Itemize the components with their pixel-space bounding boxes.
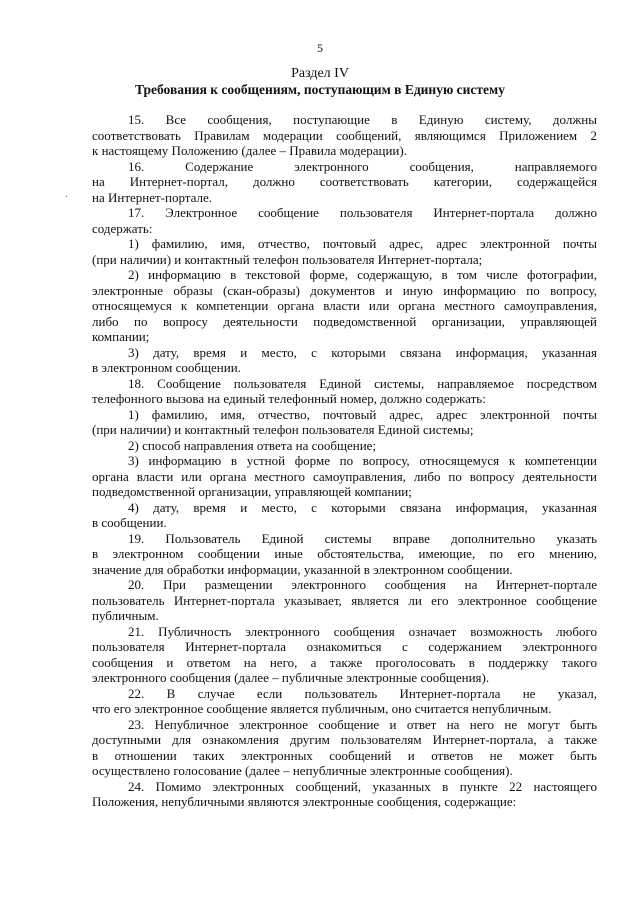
paragraph: [92, 438, 597, 454]
paragraph-line: сообщения и ответом на него, а также проголосовать в поддержку такого: [92, 654, 597, 670]
paragraph: [92, 112, 597, 159]
paragraph: [92, 624, 597, 686]
paragraph-line: в электронном сообщении иные обстоятельства, имеющие, по его мнению,: [92, 546, 597, 561]
paragraph-line: на Интернет-портале.: [92, 189, 213, 205]
paragraph-line: относящемуся к компетенции органа власти или органа местного самоуправления,: [92, 298, 597, 313]
paragraph-line: (при наличии) и контактный телефон пользователя Единой системы;: [92, 422, 474, 437]
paragraph-line: компании;: [92, 329, 150, 344]
paragraph-line: на Интернет-портал, должно соответствовать категории, содержащейся: [92, 174, 597, 189]
paragraph: [92, 376, 597, 407]
paragraph-line: 20. При размещении электронного сообщения на Интернет-портале: [128, 577, 597, 592]
paragraph-line: 17. Электронное сообщение пользователя Интернет-портала должно: [128, 205, 597, 220]
paragraph-line: доступными для ознакомления другим пользователям Интернет-портала, а также: [92, 732, 597, 747]
paragraph-line: (при наличии) и контактный телефон пользователя Интернет-портала;: [92, 251, 483, 267]
paragraph-line: осуществлено голосование (далее – непубличные электронные сообщения).: [92, 763, 513, 778]
paragraph-line: органа власти или органа местного самоуправления, либо по вопросу деятельности: [92, 468, 597, 484]
paragraph-line: электронные образы (скан-образы) документов и иную информацию по вопросу,: [92, 282, 597, 298]
paragraph-line: пользователя Интернет-портала ознакомиться с содержанием электронного: [92, 639, 597, 654]
paragraph-line: электронного сообщения (далее – публичные электронные сообщения).: [92, 670, 490, 685]
paragraph-line: в отношении таких электронных сообщений и ответов не может быть: [92, 747, 597, 763]
scan-speck: ·: [65, 192, 69, 203]
paragraph-line: 2) способ направления ответа на сообщение;: [128, 437, 377, 453]
paragraph: [92, 205, 597, 236]
paragraph-line: 18. Сообщение пользователя Единой системы, направляемое посредством: [128, 375, 597, 391]
section-title: Требования к сообщениям, поступающим в Единую систему: [135, 82, 505, 97]
paragraph: [92, 345, 597, 376]
paragraph-line: соответствовать Правилам модерации сообщений, являющимся Приложением 2: [92, 127, 597, 143]
paragraph-line: 1) фамилию, имя, отчество, почтовый адрес, адрес электронной почты: [128, 236, 597, 251]
paragraph-line: в электронном сообщении.: [92, 360, 241, 375]
paragraph-line: в сообщении.: [92, 515, 167, 530]
paragraph-line: 2) информацию в текстовой форме, содержащую, в том числе фотографии,: [128, 267, 597, 282]
section-heading: Раздел IV: [291, 66, 349, 81]
paragraph-line: телефонного вызова на единый телефонный номер, должно содержать:: [92, 391, 486, 406]
paragraph-line: либо по вопросу деятельности подведомственной организации, управляющей: [92, 313, 597, 329]
paragraph-line: 3) информацию в устной форме по вопросу, относящемуся к компетенции: [128, 453, 597, 468]
page-number: 5: [317, 41, 323, 55]
paragraph-line: 21. Публичность электронного сообщения означает возможность любого: [128, 623, 597, 639]
paragraph: [92, 159, 597, 206]
paragraph-line: 3) дату, время и место, с которыми связана информация, указанная: [128, 344, 597, 360]
paragraph-line: что его электронное сообщение является публичным, оно считается непубличным.: [92, 701, 552, 716]
paragraph-line: значение для обработки информации, указанной в электронном сообщении.: [92, 561, 513, 577]
paragraph-line: подведомственной организации, управляющей компании;: [92, 484, 412, 499]
paragraph-line: 24. Помимо электронных сообщений, указанных в пункте 22 настоящего: [128, 778, 597, 794]
paragraph-line: 15. Все сообщения, поступающие в Единую систему, должны: [128, 112, 597, 127]
paragraph: [92, 236, 597, 267]
paragraph: [92, 717, 597, 779]
document-body: [92, 112, 597, 810]
paragraph-line: публичным.: [92, 608, 159, 623]
paragraph: [92, 686, 597, 717]
paragraph: [92, 500, 597, 531]
paragraph-line: 4) дату, время и место, с которыми связана информация, указанная: [128, 499, 597, 515]
paragraph-line: 16. Содержание электронного сообщения, направляемого: [128, 158, 597, 174]
paragraph: [92, 407, 597, 438]
paragraph-line: 22. В случае если пользователь Интернет-портала не указал,: [128, 685, 597, 701]
paragraph-line: пользователь Интернет-портала указывает, является ли его электронное сообщение: [92, 592, 597, 608]
paragraph-line: содержать:: [92, 220, 153, 236]
paragraph: [92, 779, 597, 810]
paragraph: [92, 267, 597, 345]
paragraph: [92, 577, 597, 624]
paragraph: [92, 453, 597, 500]
paragraph-line: Положения, непубличными являются электронные сообщения, содержащие:: [92, 794, 517, 809]
paragraph-line: 19. Пользователь Единой системы вправе дополнительно указать: [128, 530, 597, 546]
paragraph-line: к настоящему Положению (далее – Правила модерации).: [92, 143, 407, 158]
paragraph-line: 1) фамилию, имя, отчество, почтовый адрес, адрес электронной почты: [128, 406, 597, 422]
paragraph-line: 23. Непубличное электронное сообщение и ответ на него не могут быть: [128, 716, 597, 732]
paragraph: [92, 531, 597, 578]
